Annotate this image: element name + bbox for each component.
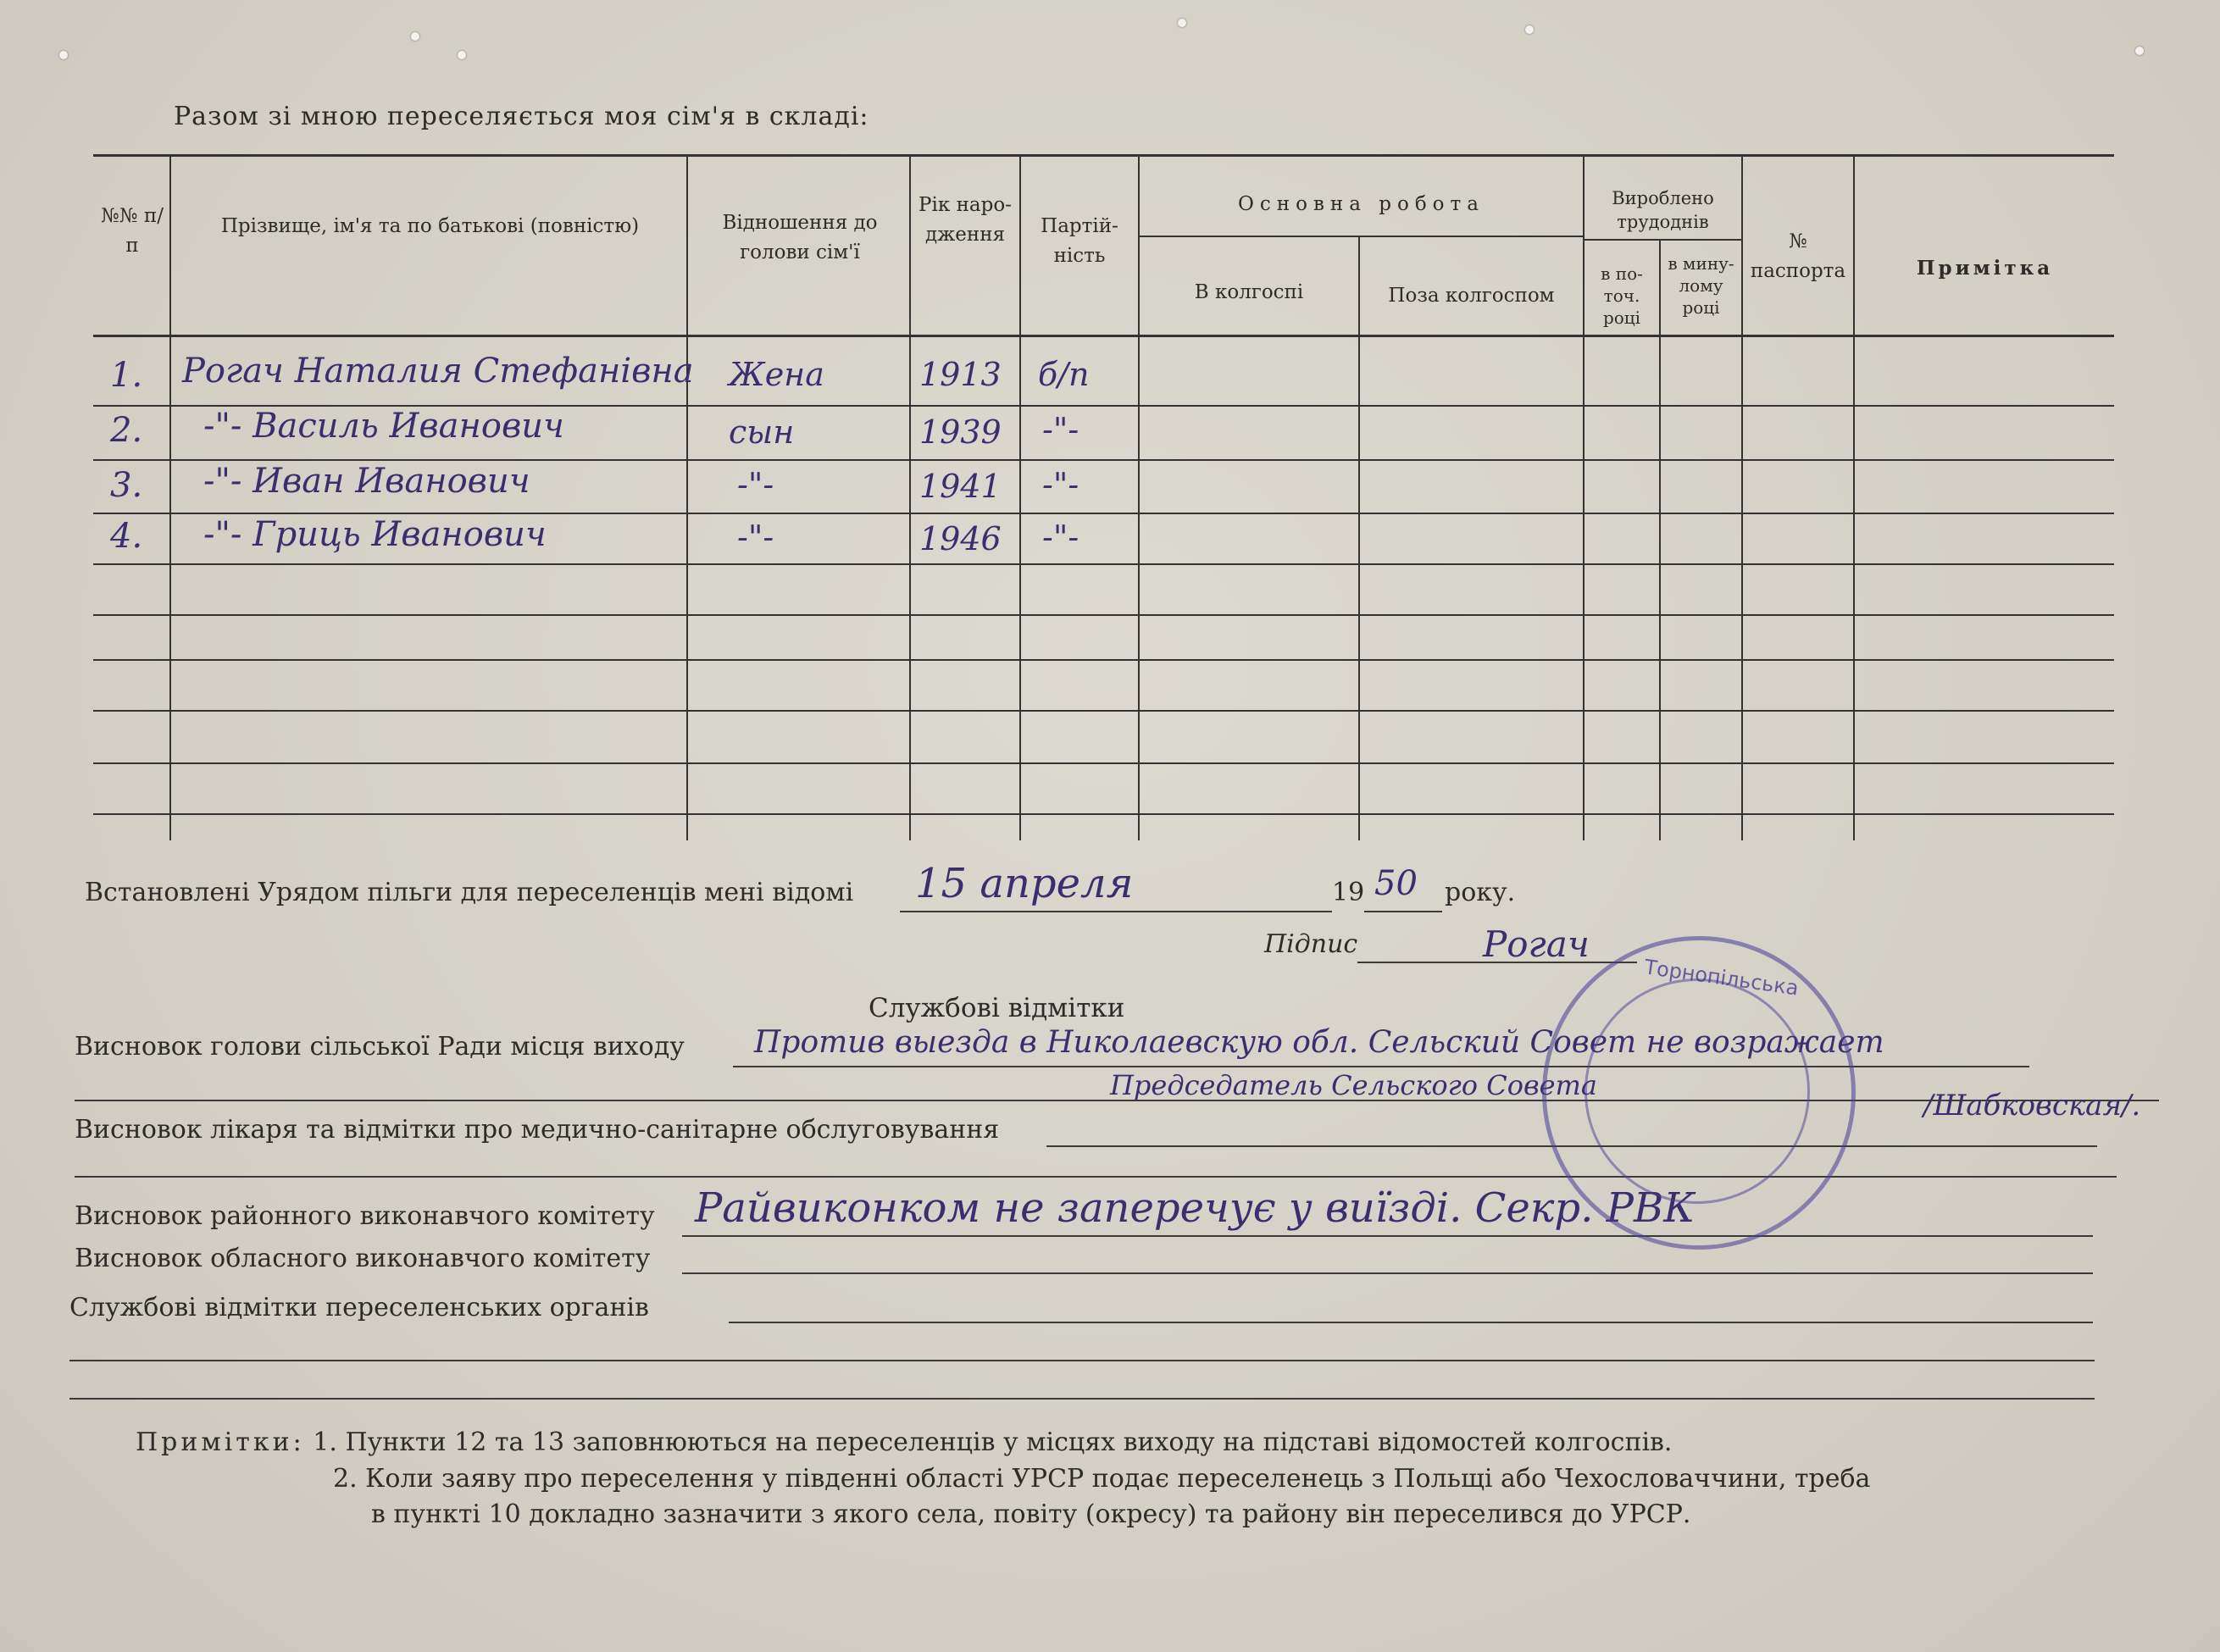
village-council-label: Висновок голови сільської Ради місця виходу <box>75 1032 685 1062</box>
notes-2: 2. Коли заяву про переселення у південні області УРСР подає переселенець з Польщі або Чехословаччини, треба <box>333 1464 1871 1494</box>
doctor-label: Висновок лікаря та відмітки про медично-санітарне обслуговування <box>75 1115 1000 1145</box>
service-marks-title: Службові відмітки <box>869 993 1125 1023</box>
benefits-year-value: 50 <box>1374 864 1418 903</box>
col-party: Партій- ність <box>1041 215 1118 267</box>
col-current-year: в по- точ. році <box>1601 263 1643 328</box>
family-intro: Разом зі мною переселяється моя сім'я в складі: <box>174 102 869 131</box>
col-workdays: Вироблено трудоднів <box>1612 188 1714 233</box>
punch-hole <box>411 32 419 41</box>
punch-hole <box>1525 25 1534 34</box>
punch-hole <box>1178 19 1186 27</box>
col-last-year: в мину- лому році <box>1668 253 1734 318</box>
notes-2-cont: в пункті 10 докладно зазначити з якого села, повіту (окресу) та району він переселився до УРСР. <box>371 1500 1691 1529</box>
col-birth-year: Рік наро- дження <box>919 194 1012 246</box>
col-name: Прізвище, ім'я та по батькові (повністю) <box>220 215 640 237</box>
col-num: №№ п/п <box>101 205 164 257</box>
benefits-date: 15 апреля <box>915 860 1134 907</box>
col-passport: № паспорта <box>1750 230 1846 282</box>
punch-hole <box>458 51 466 59</box>
col-outside-kolkhoz: Поза колгоспом <box>1388 285 1555 307</box>
col-main-work: Основна робота <box>1238 193 1485 215</box>
col-note: Примітка <box>1916 257 2054 280</box>
punch-hole <box>59 51 68 59</box>
resettlement-label: Службові відмітки переселенських органів <box>69 1293 649 1322</box>
official-stamp: Торнопільська <box>1542 936 1856 1250</box>
district-label: Висновок районного виконавчого комітету <box>75 1201 655 1231</box>
notes-1: Примітки: 1. Пункти 12 та 13 заповнюються на переселенців у місцях виходу на підставі відомостей колгоспів. <box>136 1427 1673 1457</box>
oblast-label: Висновок обласного виконавчого комітету <box>75 1244 651 1273</box>
village-council-signer: /Шабковская/. <box>1923 1089 2141 1123</box>
col-relation: Відношення до голови сім'ї <box>722 212 878 263</box>
col-in-kolkhoz: В колгоспі <box>1194 281 1304 303</box>
village-council-value: Против выезда в Николаевскую обл. Сельский Совет не возражает <box>754 1025 1884 1060</box>
punch-hole <box>2135 47 2144 55</box>
village-council-value-2: Председатель Сельского Совета <box>1110 1069 1597 1101</box>
district-value: Райвиконком не заперечує у виїзді. Секр. РВК <box>695 1184 1696 1232</box>
signature-value: Рогач <box>1483 923 1590 965</box>
